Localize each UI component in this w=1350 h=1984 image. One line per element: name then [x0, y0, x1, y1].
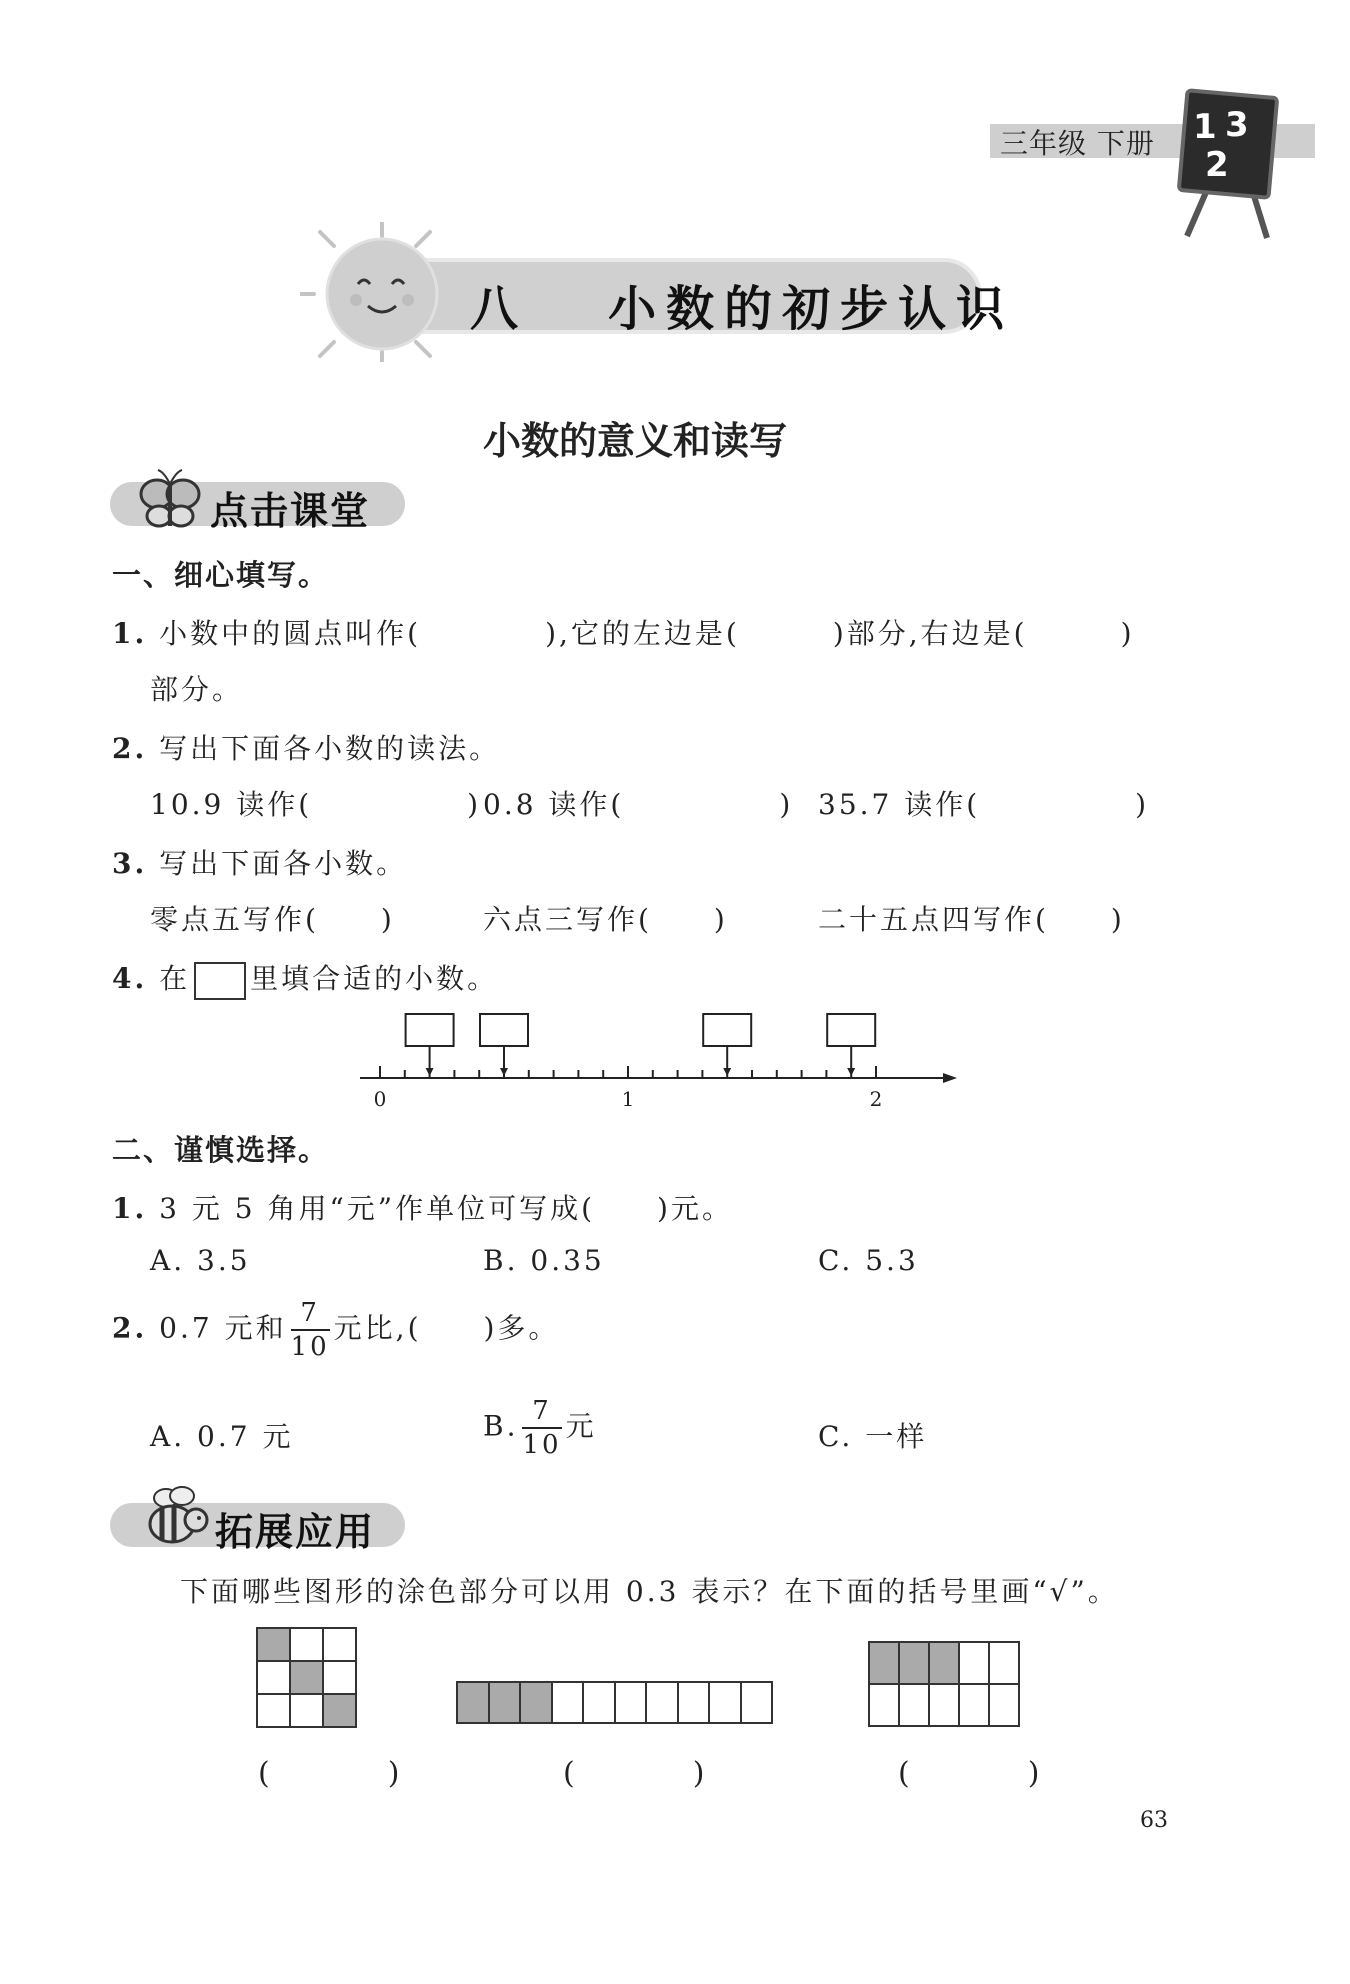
grid-table [256, 1627, 357, 1728]
grid-cell [290, 1628, 323, 1661]
number-line [355, 1010, 960, 1120]
tick-label: 2 [869, 1087, 883, 1111]
answer-box[interactable] [827, 1014, 875, 1046]
choice-question-2: 2. 0.7 元和 $\frac{7}{10}$ 元比,( )多。 [112, 1298, 560, 1362]
answer-box[interactable] [194, 962, 246, 1000]
grid-cell [741, 1682, 773, 1723]
grid-cell [899, 1684, 929, 1726]
q3-item: 二十五点四写作( ) [818, 903, 1125, 936]
grid-cell [959, 1684, 989, 1726]
pointer-head [426, 1068, 434, 1076]
shaded-cell [929, 1642, 959, 1684]
grid-cell [709, 1682, 741, 1723]
choice-question-1: 1. 3 元 5 角用“元”作单位可写成( )元。 [112, 1192, 733, 1225]
section-title: 小数的意义和读写 [482, 419, 787, 463]
axis-arrow [943, 1073, 957, 1083]
grid-cell [257, 1694, 290, 1727]
fill-heading: 一、细心填写。 [112, 558, 330, 592]
grid-cell [552, 1682, 584, 1723]
part-label: 点击课堂 [210, 489, 371, 533]
grid-table [868, 1641, 1020, 1727]
question-3: 3. 写出下面各小数。 [112, 847, 408, 880]
grid-cell [257, 1661, 290, 1694]
butterfly-icon [135, 466, 205, 536]
shaded-cell [489, 1682, 521, 1723]
fraction: $\frac{7}{10}$ [522, 1396, 562, 1460]
q2-item: 0.8 读作( ) [483, 788, 794, 821]
bee-icon [138, 1484, 210, 1552]
shaded-cell [899, 1642, 929, 1684]
apply-prompt: 下面哪些图形的涂色部分可以用 0.3 表示？在下面的括号里画“√”。 [180, 1575, 1119, 1608]
grid-cell [615, 1682, 647, 1723]
answer-box[interactable] [406, 1014, 454, 1046]
board-digit: 3 [1225, 105, 1249, 145]
tick-label: 0 [373, 1087, 387, 1111]
board-digit: 1 [1193, 107, 1217, 147]
question-1-cont: 部分。 [150, 673, 244, 706]
question-4: 4. 在 里填合适的小数。 [112, 957, 498, 1000]
option-c[interactable]: C. 一样 [818, 1420, 928, 1453]
q2-item: 35.7 读作( ) [818, 788, 1150, 821]
grid-cell [583, 1682, 615, 1723]
board-digit: 2 [1205, 145, 1229, 185]
shaded-cell [520, 1682, 552, 1723]
answer-box[interactable] [480, 1014, 528, 1046]
shaded-grid [256, 1627, 357, 1728]
answer-bracket[interactable]: ( ) [898, 1756, 1084, 1791]
option-a[interactable]: A. 3.5 [150, 1244, 251, 1277]
grid-cell [869, 1684, 899, 1726]
question-2: 2. 写出下面各小数的读法。 [112, 732, 501, 765]
grid-cell [989, 1684, 1019, 1726]
pointer-head [847, 1068, 855, 1076]
answer-bracket[interactable]: ( ) [563, 1756, 749, 1791]
option-c[interactable]: C. 5.3 [818, 1244, 919, 1277]
grade-label: 三年级 下册 [1000, 127, 1155, 160]
answer-bracket[interactable]: ( ) [258, 1756, 444, 1791]
grid-cell [989, 1642, 1019, 1684]
grid-cell [959, 1642, 989, 1684]
chapter-title: 八 小数的初步认识 [470, 281, 1015, 337]
q3-item: 零点五写作( ) [150, 903, 395, 936]
grid-cell [678, 1682, 710, 1723]
shaded-strip [456, 1681, 773, 1724]
q3-item: 六点三写作( ) [483, 903, 728, 936]
shaded-cell [457, 1682, 489, 1723]
fraction: $\frac{7}{10}$ [290, 1298, 330, 1362]
option-a[interactable]: A. 0.7 元 [150, 1420, 294, 1453]
choice-heading: 二、谨慎选择。 [112, 1133, 330, 1167]
pointer-head [500, 1068, 508, 1076]
grid-cell [323, 1628, 356, 1661]
grid-cell [929, 1684, 959, 1726]
option-b[interactable]: B. $\frac{7}{10}$ 元 [483, 1396, 597, 1460]
pointer-head [723, 1068, 731, 1076]
option-b[interactable]: B. 0.35 [483, 1244, 605, 1277]
grid-cell [290, 1694, 323, 1727]
q2-item: 10.9 读作( ) [150, 788, 482, 821]
part-label: 拓展应用 [215, 1510, 376, 1554]
tick-label: 1 [621, 1087, 635, 1111]
grid-cell [646, 1682, 678, 1723]
shaded-grid [868, 1641, 1020, 1727]
chalkboard-icon [1175, 88, 1285, 243]
shaded-cell [257, 1628, 290, 1661]
grid-cell [323, 1661, 356, 1694]
answer-box[interactable] [703, 1014, 751, 1046]
shaded-cell [323, 1694, 356, 1727]
shaded-cell [290, 1661, 323, 1694]
page-number: 63 [1140, 1808, 1168, 1833]
question-1: 1. 小数中的圆点叫作( ),它的左边是( )部分,右边是( ) [112, 617, 1135, 650]
grid-table [456, 1681, 773, 1724]
shaded-cell [869, 1642, 899, 1684]
